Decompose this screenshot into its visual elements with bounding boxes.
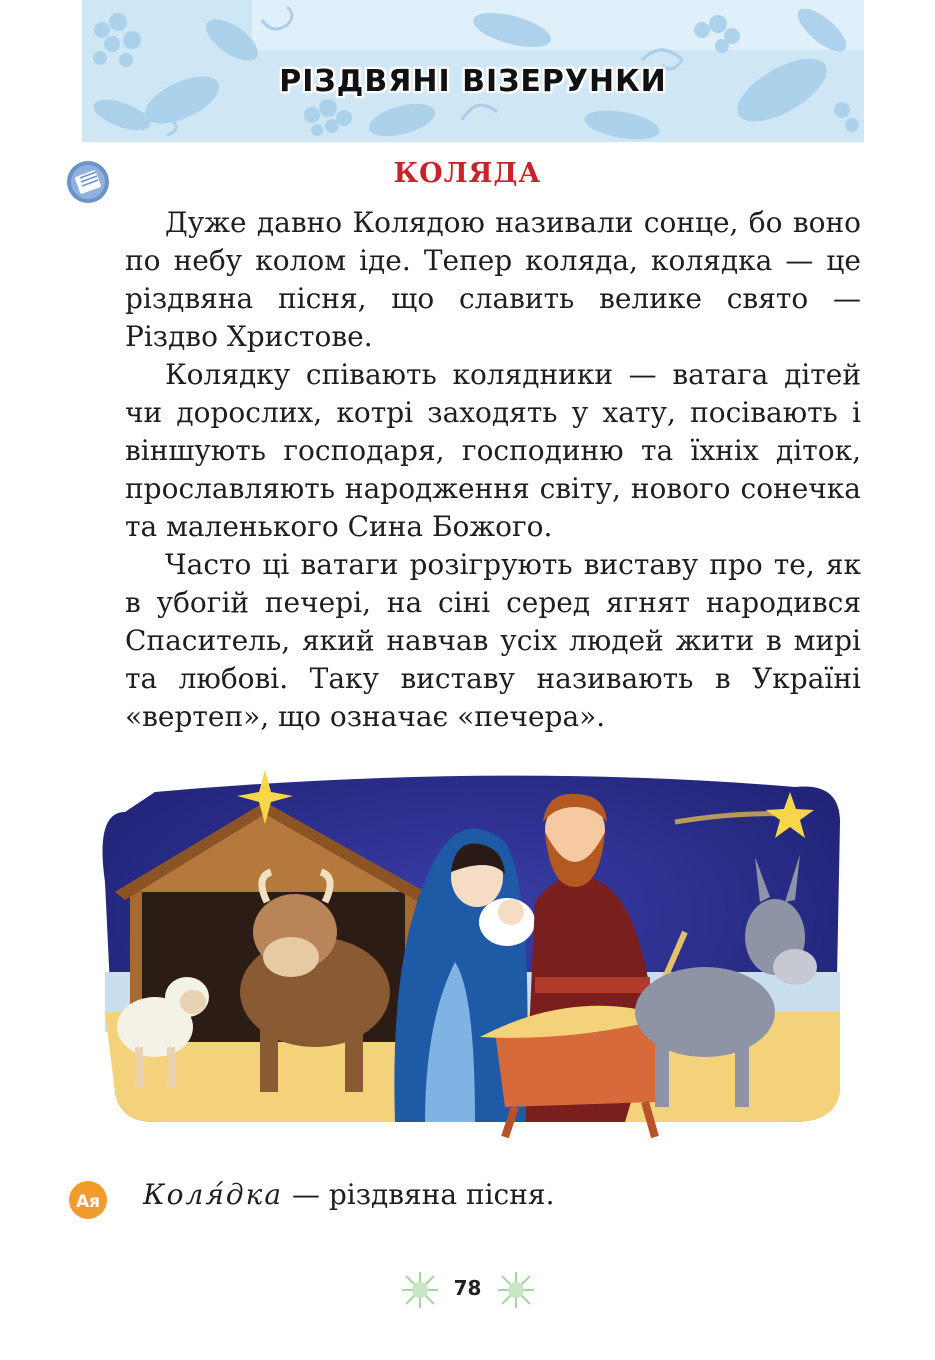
- header-banner: [82, 0, 864, 142]
- alphabet-icon-text: Ая: [75, 1192, 101, 1212]
- paragraph: Дуже давно Колядою називали сонце, бо воно по небу колом іде. Тепер коляда, колядка — це різдвяна пісня, що славить велике свято — Різдво Христове.: [125, 206, 861, 353]
- story-text: [125, 204, 861, 736]
- vocabulary-definition: — різдвяна пісня.: [283, 1178, 555, 1211]
- section-title: РІЗДВЯНІ ВІЗЕРУНКИ: [279, 64, 667, 99]
- paragraph: Часто ці ватаги розігрують виставу про те, як в убогій печері, на сіні серед ягнят народився Спаситель, який навчав усіх людей жити в мирі та любові. Таку виставу називають в Україні «вертеп», що означає «печера».: [125, 548, 861, 733]
- snowflake-icon: [494, 1270, 538, 1310]
- nativity-illustration: [95, 762, 845, 1142]
- vocabulary-line: [143, 1178, 554, 1211]
- paragraph: Колядку співають колядники — ватага дітей чи дорослих, котрі заходять у хату, посівають і віншують господаря, господиню та їхніх діток, прославляють народження світу, нового сонечка та маленького Сина Божого.: [125, 358, 861, 543]
- alphabet-icon: [68, 1180, 108, 1220]
- vocabulary-term: Коля́дка: [143, 1178, 284, 1211]
- page-number: 78: [453, 1276, 482, 1300]
- story-title: КОЛЯДА: [393, 158, 542, 189]
